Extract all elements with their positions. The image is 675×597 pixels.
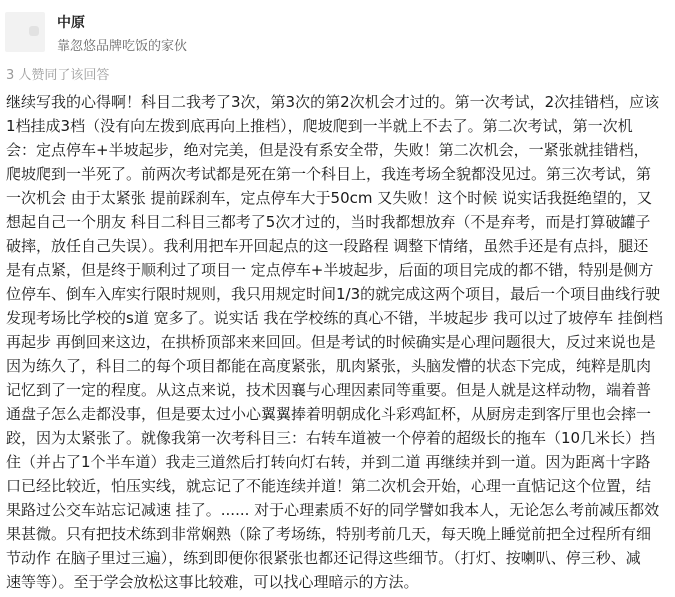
answer-text-line: 跤，因为太紧张了。就像我第一次考科目三：右转车道被一个停着的超级长的拖车（10几米长）挡 [6,429,656,447]
author-bio: 靠忽悠品牌吃饭的家伙 [57,39,188,54]
answer-text-line: 果路过公交车站忘记减速 挂了。...... 对于心理素质不好的同学譬如我本人，无论怎么考前减压都效 [6,501,660,519]
answer-text-line: 果甚微。只有把技术练到非常娴熟（除了考场练，特别考前几天，每天晚上睡觉前把全过程所有细 [6,525,652,543]
answer-text-line: 位停车、倒车入库实行限时规则，我只用规定时间1/3的就完成这两个项目，最后一个项目曲线行驶 [6,285,661,303]
answer-text-line: 通盘子怎么走都没事，但是要太过小心翼翼捧着明朝成化斗彩鸡缸杯，从厨房走到客厅里也会摔一 [6,405,652,423]
answer-text-line: 因为练久了，科目二的每个项目都能在高度紧张，肌肉紧张，头脑发懵的状态下完成，纯粹是肌肉 [6,357,652,375]
answer-text-line: 再起步 再倒回来这边，在拱桥顶部来来回回。但是考试的时候确实是心理问题很大，反过来说也是 [6,333,656,351]
answer-text-line: 破摔，放任自己失误）。我利用把车开回起点的这一段路程 调整下情绪，虽然手还是有点抖，腿还 [6,237,649,255]
answer-text-line: 速等等）。至于学会放松这事比较难，可以找心理暗示的方法。 [6,573,419,591]
answer-text-line: 想起自己一个朋友 科目二科目三都考了5次才过的，当时我都想放弃（不是弃考，而是打算破罐子 [6,213,651,231]
answer-text-line: 继续写我的心得啊！科目二我考了3次，第3次的第2次机会才过的。第一次考试，2次挂错档，应该 [6,93,660,111]
answer-text-line: 住（并占了1个半车道）我走三道然后打转向灯右转，并到二道 再继续并到一道。因为距离十字路 [6,453,651,471]
answer-text-line: 会：定点停车+半坡起步，绝对完美，但是没有系安全带，失败！第二次机会，一紧张就挂错档， [6,141,649,159]
vote-count[interactable]: 3 人赞同了该回答 [6,68,110,83]
answer-text-line: 口已经比较近，怕压实线，就忘记了不能连续并道！第二次机会开始，心理一直惦记这个位置，结 [6,477,652,495]
author-name[interactable]: 中原 [57,15,85,31]
answer-text-line: 节动作 在脑子里过三遍），练到即便你很紧张也都还记得这些细节。（打灯、按喇叭、停三秒、减 [6,549,641,567]
answer-text-line: 1档挂成3档（没有向左拨到底再向上推档），爬坡爬到一半就上不去了。第二次考试，第一次机 [6,117,633,135]
answer-content [6,90,674,594]
answer-text-line: 记忆到了一定的程度。从这点来说，技术因襄与心理因素同等重要。但是人就是这样动物，端着普 [6,381,652,399]
answer-text-line: 爬坡爬到一半死了。前两次考试都是死在第一个科目上，我连考场全貌都没见过。第三次考试，第 [6,165,652,183]
answer-text-line: 发现考场比学校的s道 宽多了。说实话 我在学校练的真心不错，半坡起步 我可以过了坡停车 挂倒档 [6,309,663,327]
author-avatar[interactable] [5,12,45,52]
answer-text-line: 是有点紧，但是终于顺利过了项目一 定点停车+半坡起步，后面的项目完成的都不错，特别是侧方 [6,261,654,279]
answer-text-line: 一次机会 由于太紧张 提前踩刹车，定点停车大于50cm 又失败！这个时候 说实话我挺绝望的，又 [6,189,653,207]
